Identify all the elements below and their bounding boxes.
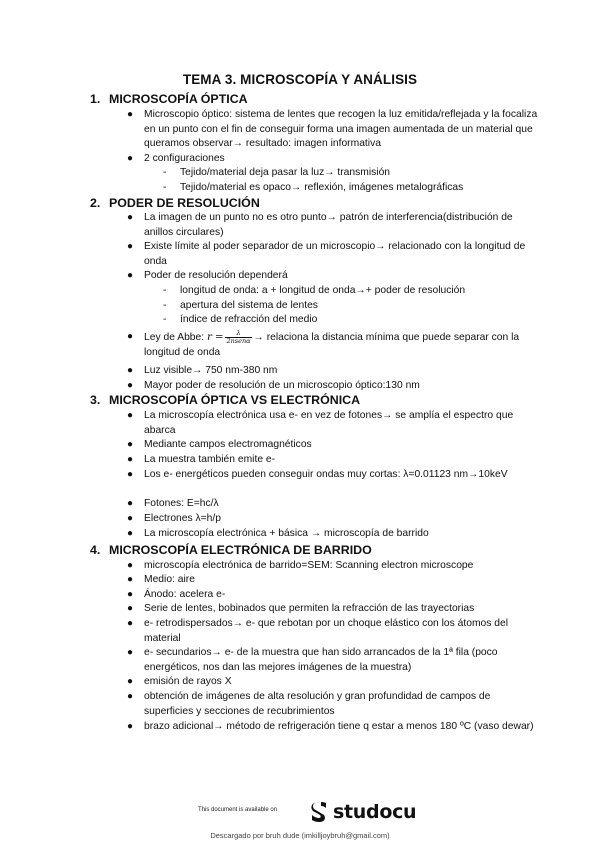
list-item: ● Fotones: E=hc/λ: [144, 497, 539, 512]
list-item: ● obtención de imágenes de alta resolución y gran profundidad de campos de superficies y secciones de recubrimientos: [127, 691, 491, 717]
list-item-abbe: [127, 329, 539, 360]
list-item: ● e- retrodispersados→ e- que rebotan por un choque elástico con los átomos del material: [127, 618, 509, 644]
bullet-icon: ●: [127, 270, 134, 281]
sub-list-item: - longitud de onda: a + longitud de onda→+ poder de resolución: [180, 284, 540, 299]
dash-icon: -: [163, 314, 167, 325]
studocu-brand-text: studocu: [333, 801, 417, 823]
abbe-denominator: 2nsenα: [226, 337, 251, 345]
bullet-icon: ●: [127, 469, 134, 480]
section-title: MICROSCOPÍA ELECTRÓNICA DE BARRIDO: [109, 543, 372, 557]
downloaded-by-text: Descargado por bruh dude (imkilljoybruh@gmail.com): [210, 831, 390, 840]
list-item: ● emisión de rayos X: [144, 675, 539, 690]
sub-list-item: - índice de refracción del medio: [180, 313, 540, 328]
bullet-icon: ●: [127, 454, 134, 465]
list-item: ● microscopía electrónica de barrido=SEM: Scanning electron microscope: [144, 559, 539, 574]
bullet-icon: ●: [127, 153, 134, 164]
list-item: ● La microscopía electrónica usa e- en vez de fotones→ se amplía el espectro que abarca: [127, 410, 514, 436]
list-item: ● Serie de lentes, bobinados que permiten la refracción de las trayectorias: [144, 602, 539, 617]
section-number: 4.: [90, 543, 101, 557]
bullet-icon: ●: [127, 691, 134, 702]
section-heading-3: [90, 393, 360, 407]
list-item: ● Existe límite al poder separador de un microscopio→ relacionado con la longitud de onda: [127, 241, 526, 267]
studocu-logo[interactable]: [309, 800, 416, 824]
dash-icon: -: [163, 182, 167, 193]
section-number: 1.: [90, 92, 101, 106]
bullet-icon: ●: [127, 331, 134, 342]
section-heading-2: [90, 196, 260, 210]
abbe-equals: =: [214, 331, 224, 344]
list-item: ● 2 configuraciones: [144, 152, 539, 167]
list-item: ● Ánodo: acelera e-: [144, 588, 539, 603]
bullet-icon: ●: [127, 513, 134, 524]
section-title: MICROSCOPÍA ÓPTICA VS ELECTRÓNICA: [109, 393, 361, 407]
dash-icon: -: [163, 167, 167, 178]
bullet-icon: ●: [127, 439, 134, 450]
list-item: ● Electrones λ=h/p: [144, 512, 539, 527]
list-item: ● brazo adicional→ método de refrigeración tiene q estar a menos 180 ºC (vaso dewar): [144, 720, 539, 735]
section-title: MICROSCOPÍA ÓPTICA: [109, 92, 248, 106]
bullet-icon: ●: [127, 647, 134, 658]
bullet-icon: ●: [127, 560, 134, 571]
list-item: ● La microscopía electrónica + básica → microscopía de barrido: [144, 527, 539, 542]
dash-icon: -: [163, 300, 167, 311]
bullet-icon: ●: [127, 589, 134, 600]
abbe-prefix: Ley de Abbe:: [144, 332, 205, 344]
page-title: TEMA 3. MICROSCOPÍA Y ANÁLISIS: [182, 72, 418, 87]
abbe-suffix: → relaciona la distancia mínima que puede separar con la longitud de onda: [144, 332, 520, 358]
list-item: ● Los e- energéticos pueden conseguir ondas muy cortas: λ=0.01123 nm→10keV: [144, 468, 539, 483]
bullet-icon: ●: [127, 498, 134, 509]
abbe-fraction: [225, 330, 251, 345]
dash-icon: -: [163, 285, 167, 296]
list-item: ● Mediante campos electromagnéticos: [144, 438, 539, 453]
bullet-icon: ●: [127, 212, 134, 223]
bullet-icon: ●: [127, 410, 134, 421]
bullet-icon: ●: [127, 365, 134, 376]
section-number: 3.: [90, 393, 101, 407]
bullet-icon: ●: [127, 380, 134, 391]
bullet-icon: ●: [127, 603, 134, 614]
list-item: ● La muestra también emite e-: [144, 453, 539, 468]
section-title: PODER DE RESOLUCIÓN: [109, 196, 260, 210]
list-item: ● Medio: aire: [144, 573, 539, 588]
list-item: ● e- secundarios→ e- de la muestra que han sido arrancados de la 1ª fila (poco energéticos, nos dan las mejores imágenes de la muestra): [127, 647, 498, 673]
bullet-icon: ●: [127, 109, 134, 120]
bullet-icon: ●: [127, 574, 134, 585]
list-item: ● Microscopio óptico: sistema de lentes que recogen la luz emitida/reflejada y la focaliza en un punto con el fin de conseguir forma una imagen aumentada de un material que queramos observar→ resultado: imagen informativa: [127, 109, 538, 149]
list-item: ● La imagen de un punto no es otro punto→ patrón de interferencia(distribución de anillos circulares): [127, 212, 513, 238]
sub-list-item: - apertura del sistema de lentes: [180, 299, 540, 314]
list-item: ● Luz visible→ 750 nm-380 nm: [144, 364, 539, 379]
list-item: ● Mayor poder de resolución de un microscopio óptico:130 nm: [144, 379, 539, 394]
bullet-icon: ●: [127, 618, 134, 629]
abbe-variable: r: [207, 331, 212, 344]
bullet-icon: ●: [127, 241, 134, 252]
section-heading-1: [90, 92, 248, 106]
section-heading-4: [90, 543, 372, 557]
sub-list-item: - Tejido/material deja pasar la luz→ transmisión: [180, 166, 540, 181]
abbe-numerator: λ: [225, 330, 251, 338]
sub-list-item: - Tejido/material es opaco→ reflexión, imágenes metalográficas: [180, 181, 540, 196]
section-number: 2.: [90, 196, 101, 210]
bullet-icon: ●: [127, 676, 134, 687]
list-item: ● Poder de resolución dependerá: [144, 269, 539, 284]
bullet-icon: ●: [127, 721, 134, 732]
studocu-logo-icon: [309, 800, 329, 824]
bullet-icon: ●: [127, 528, 134, 539]
available-on-text: This document is available on: [198, 807, 278, 813]
